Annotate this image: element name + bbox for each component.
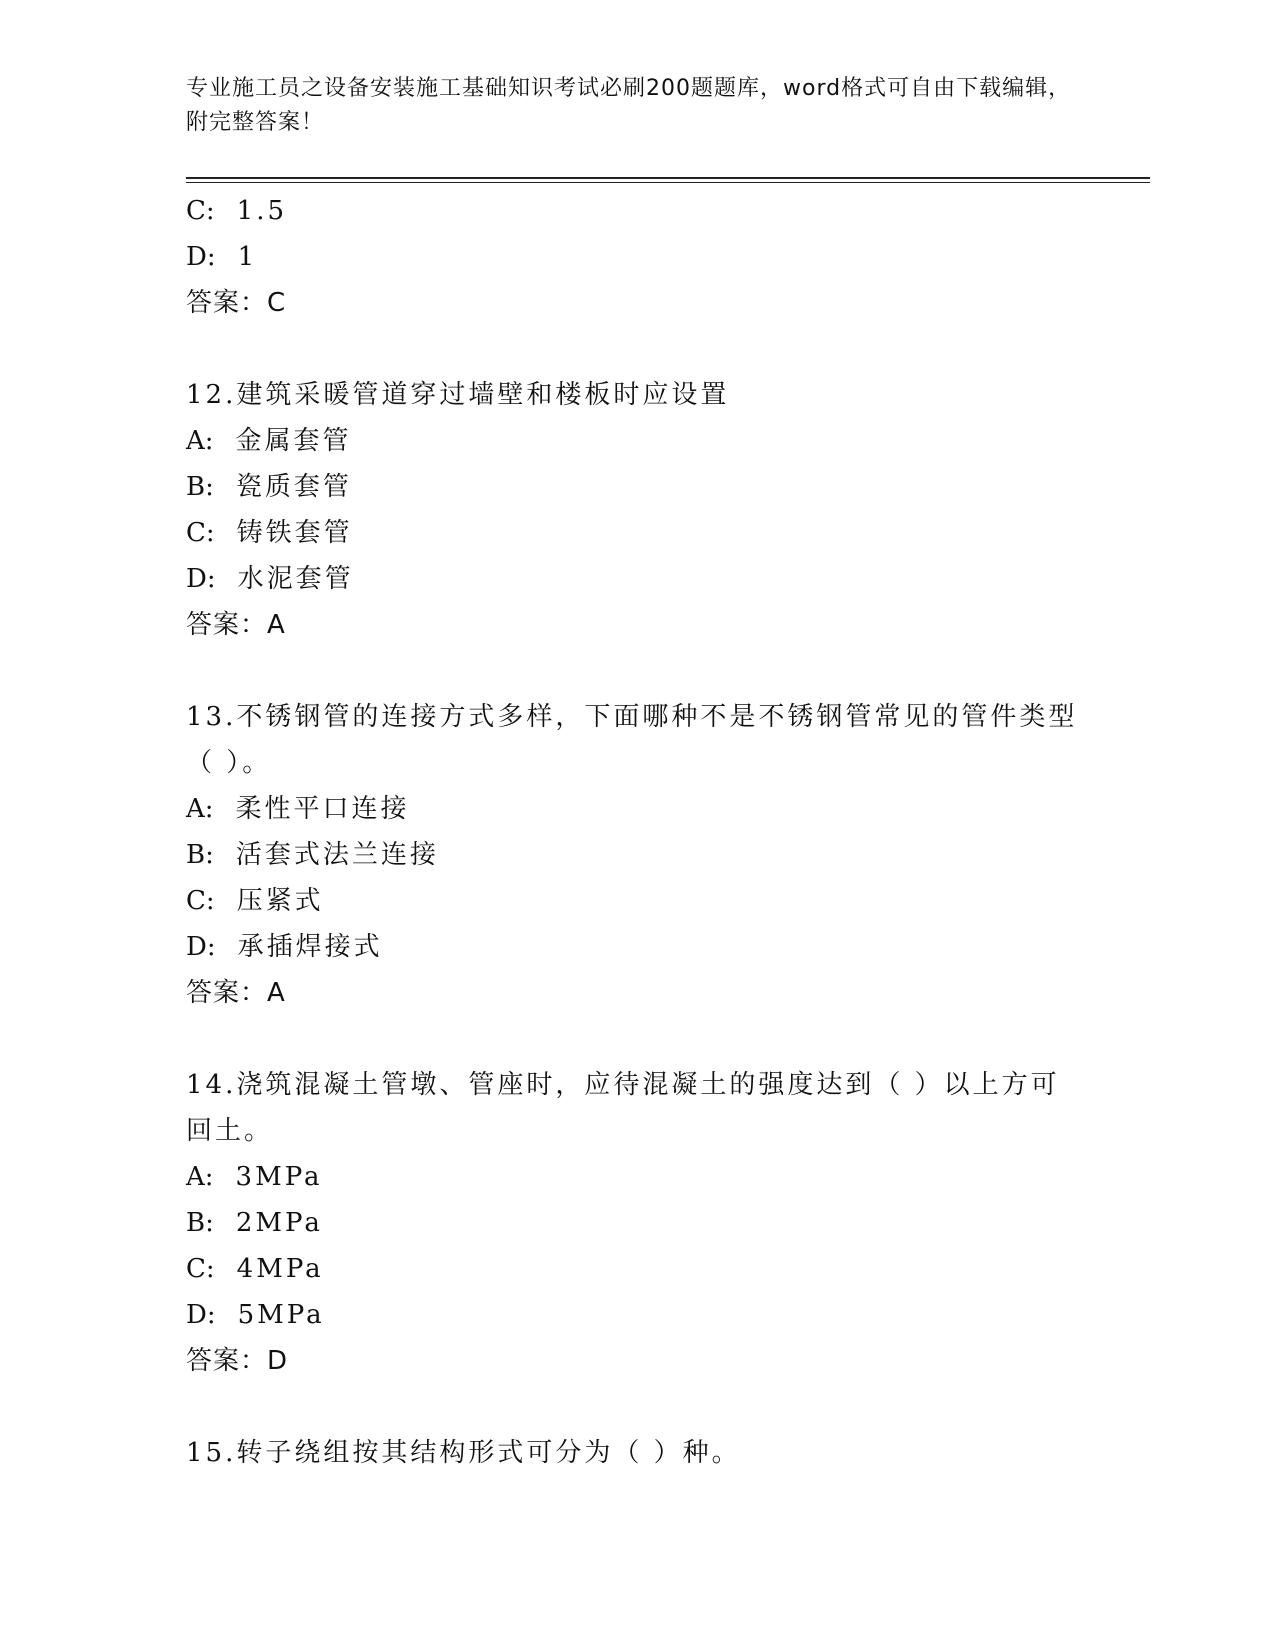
question-14	[186, 1062, 1146, 1384]
answer-line: 答案：C	[186, 288, 287, 318]
document-header-title: 专业施工员之设备安装施工基础知识考试必刷200题题库，word格式可自由下载编辑，附完整答案！	[186, 76, 1072, 135]
option-a: A: 金属套管	[186, 426, 352, 456]
answer-line: 答案：A	[186, 978, 286, 1008]
option-d: D: 1	[186, 242, 258, 272]
question-stem: 14.浇筑混凝土管墩、管座时，应待混凝土的强度达到（ ）以上方可回土。	[186, 1070, 1060, 1146]
question-12	[186, 372, 1146, 648]
option-d: D: 水泥套管	[186, 564, 354, 594]
question-list	[186, 188, 1146, 1476]
option-b: B: 瓷质套管	[186, 472, 352, 502]
question-stem: 15.转子绕组按其结构形式可分为（ ）种。	[186, 1438, 741, 1468]
header-rule-thick	[186, 177, 1150, 179]
option-c: C: 1.5	[186, 196, 288, 226]
option-d: D: 5MPa	[186, 1300, 325, 1330]
answer-line: 答案：A	[186, 610, 286, 640]
option-d: D: 承插焊接式	[186, 932, 383, 962]
option-b: B: 2MPa	[186, 1208, 323, 1238]
question-15	[186, 1430, 1146, 1476]
question-stem: 13.不锈钢管的连接方式多样，下面哪种不是不锈钢管常见的管件类型（ ）。	[186, 702, 1078, 778]
question-11-tail	[186, 188, 1146, 326]
option-c: C: 4MPa	[186, 1254, 324, 1284]
header-rule-thin	[186, 182, 1150, 183]
option-c: C: 压紧式	[186, 886, 324, 916]
option-c: C: 铸铁套管	[186, 518, 353, 548]
answer-line: 答案：D	[186, 1346, 289, 1376]
option-b: B: 活套式法兰连接	[186, 840, 439, 870]
question-stem: 12.建筑采暖管道穿过墙壁和楼板时应设置	[186, 380, 730, 410]
option-a: A: 柔性平口连接	[186, 794, 410, 824]
option-a: A: 3MPa	[186, 1162, 323, 1192]
question-13	[186, 694, 1146, 1016]
